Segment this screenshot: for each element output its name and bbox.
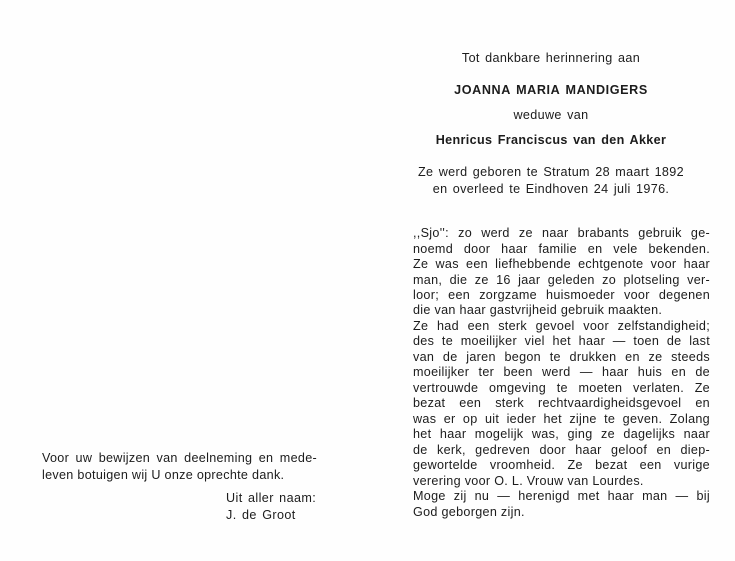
signature-name: J. de Groot — [226, 508, 296, 522]
biography-line: was er op uit ieder het zijne te geven. Zolang — [413, 412, 710, 426]
thanks-line: leven botuigen wij U onze oprechte dank. — [42, 468, 285, 482]
biography-line: Ze had een sterk gevoel voor zelfstandigheid; — [413, 319, 710, 333]
biography-line: verering voor O. L. Vrouw van Lourdes. — [413, 474, 644, 488]
biography-line: vertrouwde omgeving te moeten verlaten. Ze — [413, 381, 710, 395]
thanks-line: Voor uw bewijzen van deelneming en mede- — [42, 451, 317, 465]
biography-line: de kerk, gedreven door haar geloof en diep- — [413, 443, 710, 457]
biography-line: van de jaren begon te drukken en ze steeds — [413, 350, 710, 364]
death-line: en overleed te Eindhoven 24 juli 1976. — [432, 182, 670, 196]
biography-line: Ze was een liefhebbende echtgenote voor haar — [413, 257, 710, 271]
biography-line: God geborgen zijn. — [413, 505, 525, 519]
biography-line: des te moeilijker viel het haar — toen de last — [413, 334, 710, 348]
biography-line: noemd door haar familie en vele bekenden. — [413, 242, 710, 256]
biography-line: het haar mogelijk was, ging ze dagelijks naar — [413, 427, 710, 441]
biography-line: moeilijker ter been werd — haar huis en de — [413, 365, 710, 379]
birth-line: Ze werd geboren te Stratum 28 maart 1892 — [417, 165, 684, 179]
biography-line: bezat een sterk rechtvaardigheidsgevoel en — [413, 396, 710, 410]
dedication: Tot dankbare herinnering aan — [461, 51, 641, 65]
relation-text: weduwe van — [513, 108, 589, 122]
biography-line: gewortelde vroomheid. Ze bezat een vurige — [413, 458, 710, 472]
spouse-name: Henricus Franciscus van den Akker — [435, 133, 667, 147]
biography-line: loor; een zorgzame huismoeder voor degenen — [413, 288, 710, 302]
biography-line: Moge zij nu — herenigd met haar man — bij — [413, 489, 710, 503]
biography-line: ,,Sjo'': zo werd ze naar brabants gebruik ge- — [413, 226, 710, 240]
signature-intro: Uit aller naam: — [226, 491, 317, 505]
deceased-name: JOANNA MARIA MANDIGERS — [454, 83, 648, 97]
biography-line: man, die ze 16 jaar geleden zo plotseling ver- — [413, 273, 710, 287]
biography-line: die van haar gastvrijheid gebruik maakten. — [413, 303, 663, 317]
left-panel — [0, 0, 367, 561]
